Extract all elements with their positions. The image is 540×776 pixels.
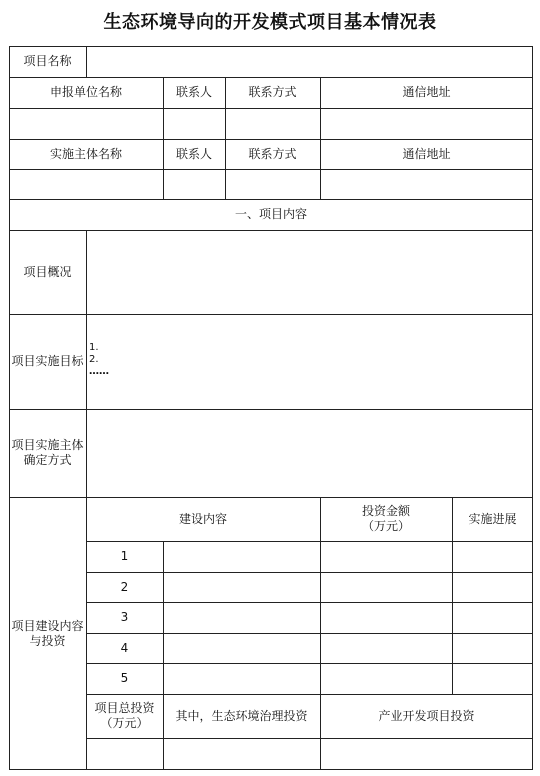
row-number: 2	[120, 579, 129, 594]
construction-invest-label: 项目建设内容 与投资	[11, 618, 84, 648]
row-number: 5	[120, 671, 129, 685]
implementer-contact-person-header: 联系人	[175, 146, 212, 161]
applicant-contact-method-header: 联系方式	[248, 85, 297, 99]
invest-amount-header: 投资金额 （万元）	[361, 504, 410, 533]
goals-field[interactable]	[87, 315, 532, 409]
implementer-address-field[interactable]	[321, 170, 532, 199]
goals-list	[89, 342, 109, 378]
form-title: 生态环境导向的开发模式项目基本情况表	[103, 12, 437, 33]
implementer-method-field[interactable]	[87, 410, 532, 497]
overview-field[interactable]	[87, 231, 532, 314]
eco-invest-label: 其中，生态环境治理投资	[175, 708, 308, 723]
applicant-name-header: 申报单位名称	[49, 85, 122, 99]
project-name-label: 项目名称	[23, 54, 72, 68]
goals-list-item: 2.	[89, 354, 99, 365]
section-heading-project-content: 一、项目内容	[234, 207, 307, 221]
total-invest-label: 项目总投资 （万元）	[94, 701, 155, 730]
total-invest-field[interactable]	[87, 739, 163, 769]
implementer-contact-method-header: 联系方式	[248, 146, 297, 161]
implementer-contact-method-field[interactable]	[226, 170, 320, 199]
row-number: 4	[120, 640, 129, 655]
info-table	[9, 46, 533, 770]
applicant-contact-person-header: 联系人	[175, 85, 212, 99]
row-number: 1	[120, 549, 129, 563]
implementer-name-header: 实施主体名称	[49, 146, 122, 161]
goals-list-item: 1.	[89, 342, 99, 353]
industry-invest-label: 产业开发项目投资	[378, 708, 475, 723]
applicant-address-header: 通信地址	[402, 85, 451, 99]
implementer-method-label: 项目实施主体 确定方式	[11, 438, 84, 467]
row-number: 3	[120, 610, 129, 624]
eco-invest-field[interactable]	[164, 739, 320, 769]
industry-invest-field[interactable]	[321, 739, 532, 769]
goals-label: 项目实施目标	[11, 354, 84, 368]
overview-label: 项目概况	[23, 264, 72, 279]
goals-list-ellipsis: ……	[89, 366, 109, 377]
implementer-address-header: 通信地址	[402, 146, 451, 161]
construction-content-header: 建设内容	[178, 511, 227, 526]
project-name-field[interactable]	[87, 47, 532, 77]
applicant-address-field[interactable]	[321, 109, 532, 139]
implementer-contact-person-field[interactable]	[164, 170, 225, 199]
applicant-contact-person-field[interactable]	[164, 109, 225, 139]
applicant-name-field[interactable]	[10, 109, 163, 139]
progress-header: 实施进展	[468, 511, 517, 526]
implementer-name-field[interactable]	[10, 170, 163, 199]
applicant-contact-method-field[interactable]	[226, 109, 320, 139]
